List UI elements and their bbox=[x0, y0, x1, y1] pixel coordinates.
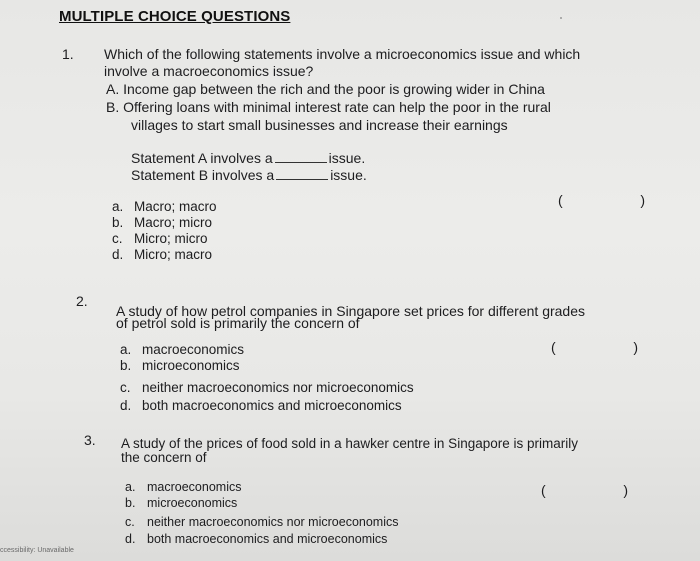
question-3-number: 3. bbox=[84, 432, 96, 448]
question-2-number: 2. bbox=[76, 293, 88, 309]
question-2-answer-brackets[interactable]: ( ) bbox=[551, 339, 638, 355]
question-2-option-d[interactable]: d. both macroeconomics and microeconomics bbox=[120, 398, 402, 413]
question-2-stem-line1: A study of how petrol companies in Singapore set prices for different grades bbox=[116, 303, 586, 319]
question-3-stem-line1: A study of the prices of food sold in a hawker centre in Singapore is primarily bbox=[121, 436, 578, 451]
question-1-stem-line2: involve a macroeconomics issue? bbox=[104, 63, 314, 79]
question-2-stem-line2: of petrol sold is primarily the concern of bbox=[116, 315, 360, 331]
page-title: MULTIPLE CHOICE QUESTIONS bbox=[59, 8, 291, 25]
question-1-statement-a: A. Income gap between the rich and the poor is growing wider in China bbox=[106, 81, 545, 97]
question-3-stem-line2: the concern of bbox=[121, 450, 207, 465]
question-3-option-a[interactable]: a. macroeconomics bbox=[125, 480, 242, 494]
fill-a-prefix: Statement A involves a bbox=[131, 150, 273, 166]
question-1-statement-b-line2: villages to start small businesses and increase their earnings bbox=[131, 117, 508, 133]
question-3-option-b[interactable]: b. microeconomics bbox=[125, 496, 238, 510]
question-2-option-b[interactable]: b. microeconomics bbox=[120, 358, 240, 373]
question-1-fill-a bbox=[131, 150, 365, 166]
speck bbox=[560, 17, 562, 19]
question-1-number: 1. bbox=[62, 46, 74, 62]
question-1-option-d[interactable]: d. Micro; macro bbox=[112, 247, 213, 262]
question-2-option-a[interactable]: a. macroeconomics bbox=[120, 342, 245, 357]
question-3-option-d[interactable]: d. both macroeconomics and microeconomics bbox=[125, 532, 388, 546]
question-1-option-c[interactable]: c. Micro; micro bbox=[112, 231, 208, 246]
question-1-statement-b-line1: B. Offering loans with minimal interest rate can help the poor in the rural bbox=[106, 99, 551, 115]
fill-a-blank[interactable] bbox=[275, 162, 327, 163]
question-3-answer-brackets[interactable]: ( ) bbox=[541, 482, 628, 498]
fill-a-suffix: issue. bbox=[328, 150, 366, 166]
question-1-answer-brackets[interactable]: ( ) bbox=[558, 192, 645, 208]
question-3-option-c[interactable]: c. neither macroeconomics nor microeconomics bbox=[125, 515, 399, 529]
fill-b-suffix: issue. bbox=[330, 167, 367, 183]
fill-b-blank[interactable] bbox=[276, 179, 328, 180]
fill-b-prefix: Statement B involves a bbox=[131, 167, 275, 183]
question-1-option-b[interactable]: b. Macro; micro bbox=[112, 215, 213, 230]
accessibility-status: ccessibility: Unavailable bbox=[0, 547, 74, 554]
question-2-option-c[interactable]: c. neither macroeconomics nor microeconomics bbox=[120, 380, 414, 395]
question-1-stem-line1: Which of the following statements involve a microeconomics issue and which bbox=[104, 46, 581, 62]
question-1-fill-b bbox=[131, 167, 367, 183]
question-1-option-a[interactable]: a. Macro; macro bbox=[112, 199, 217, 214]
